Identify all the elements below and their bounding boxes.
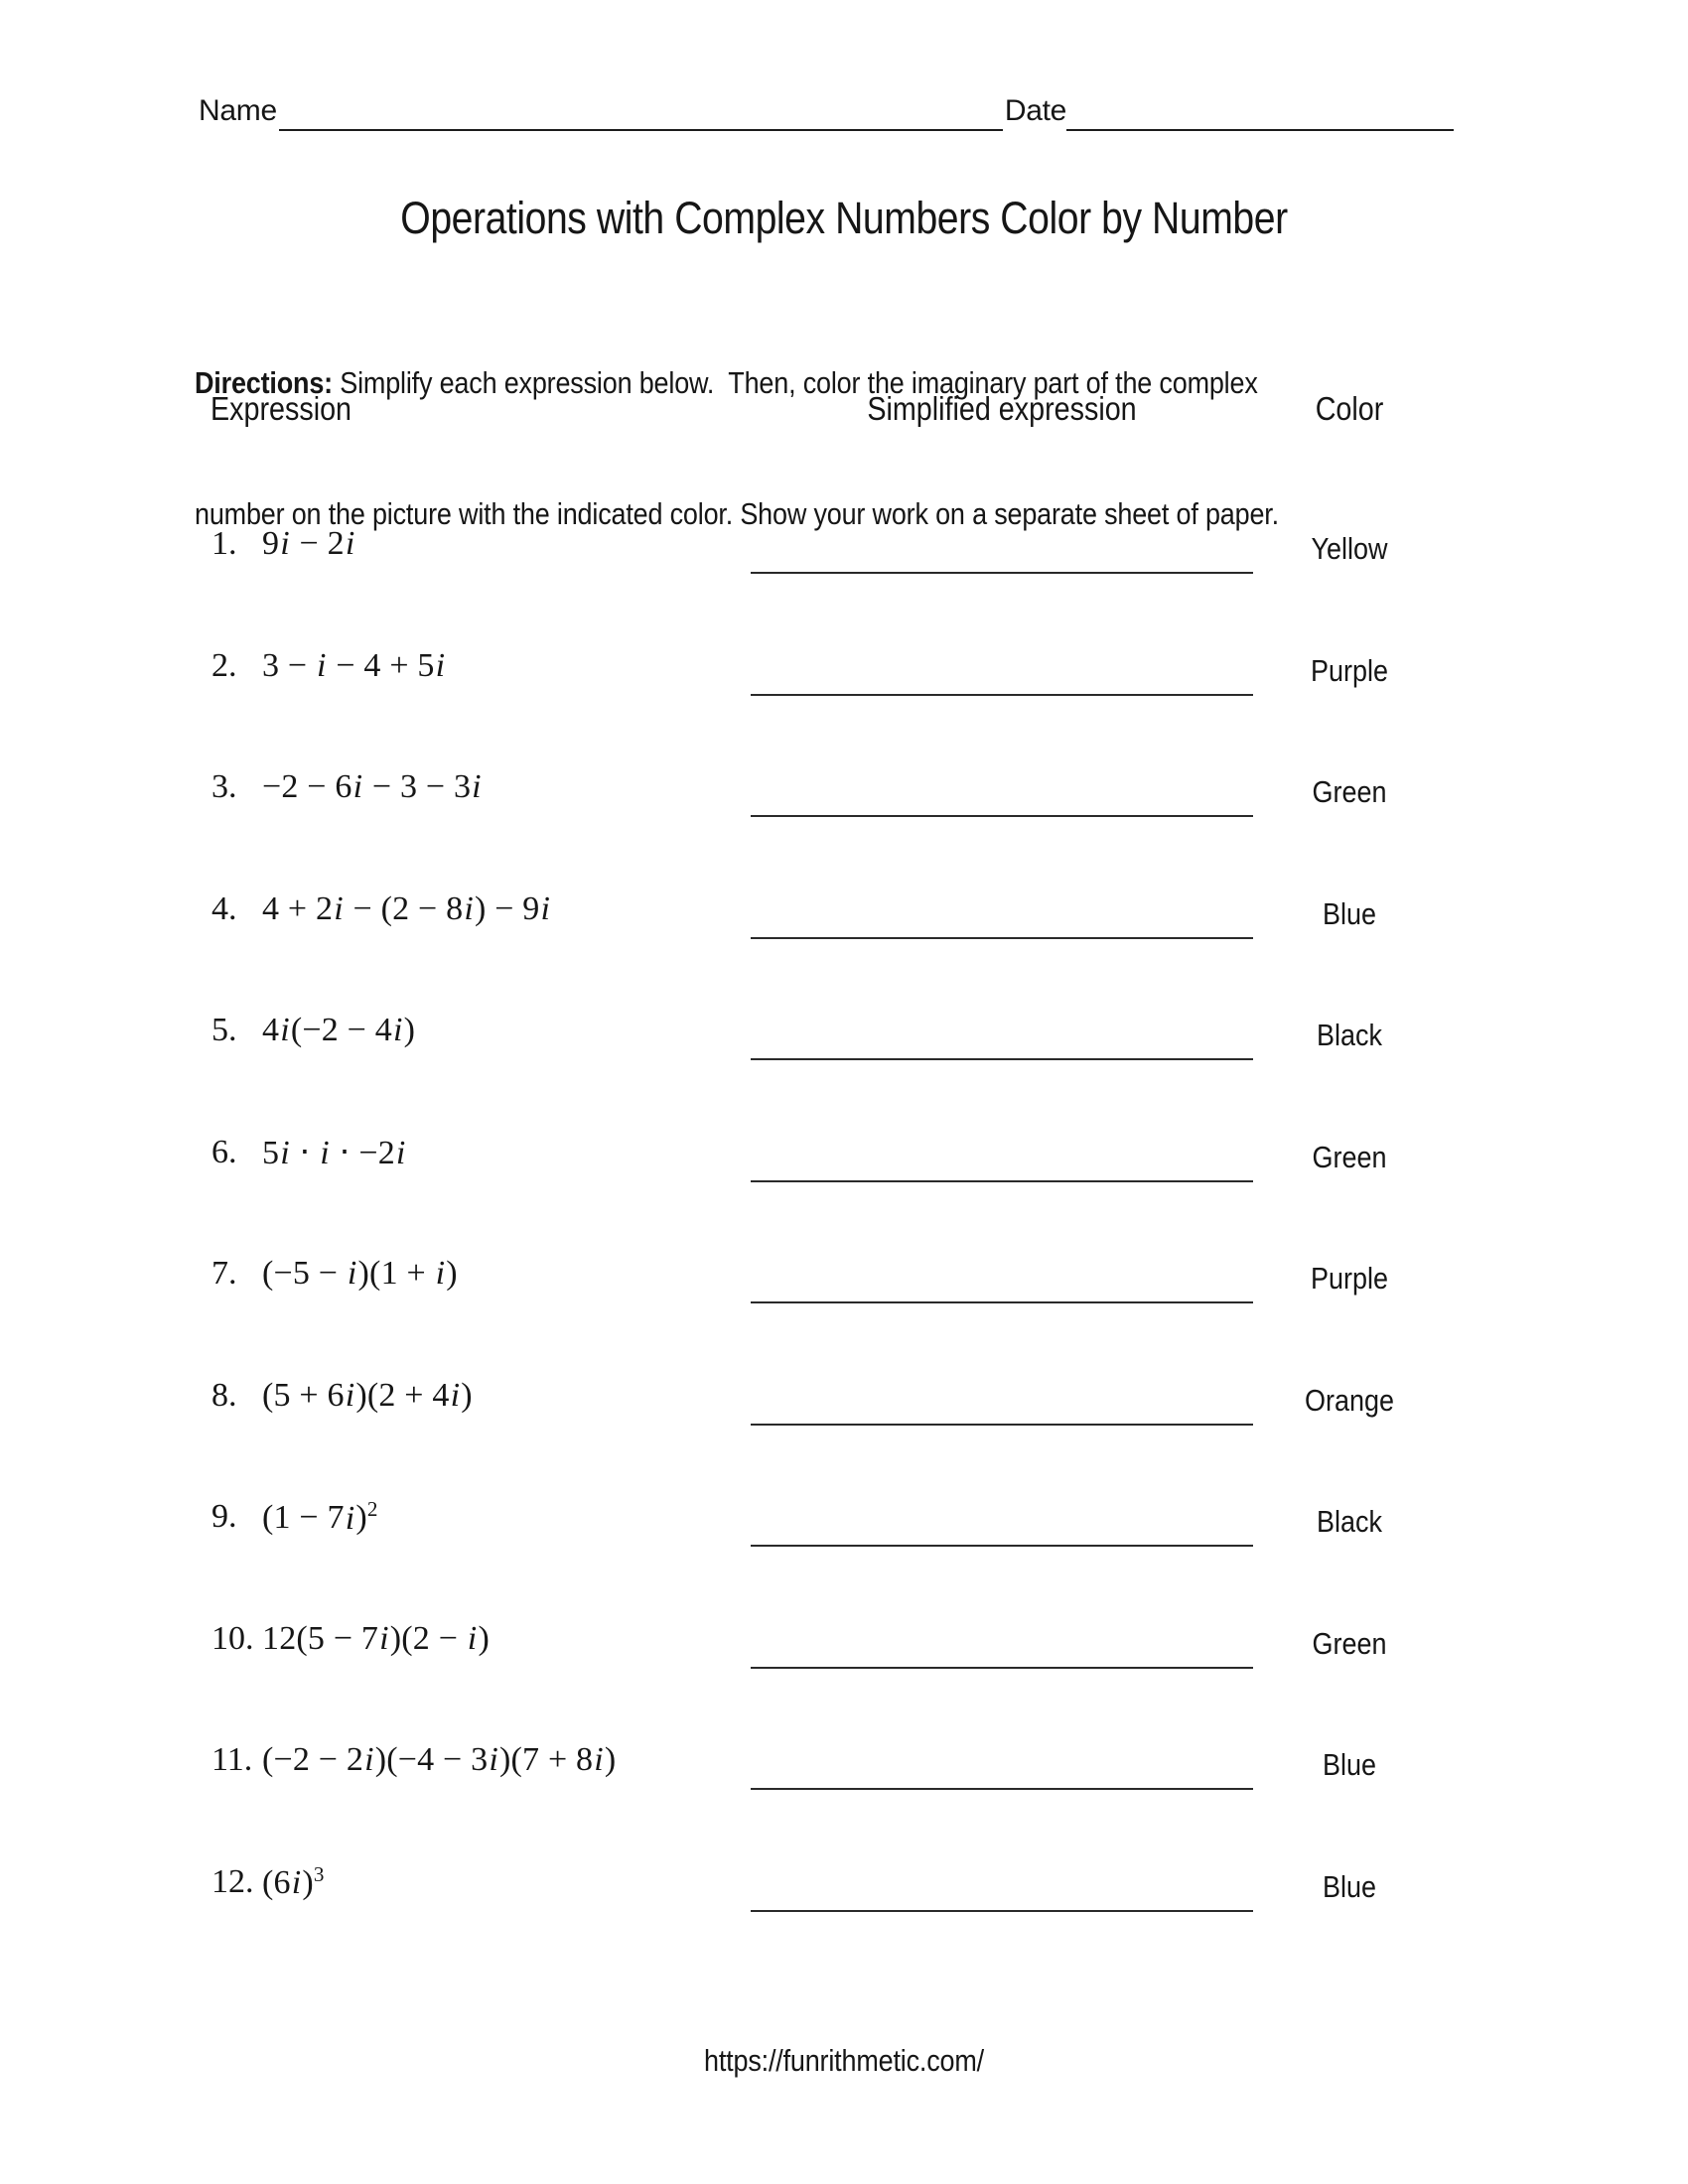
problem-expression: $(6i)^3$ <box>262 1861 325 1901</box>
column-header-expression: Expression <box>211 390 352 427</box>
color-label: Black <box>1317 1018 1382 1053</box>
color-label: Green <box>1312 1139 1387 1174</box>
problem-row <box>0 1456 1688 1578</box>
problem-number: 7. <box>211 1255 237 1293</box>
date-label: Date <box>1004 94 1066 127</box>
color-label: Green <box>1312 1625 1387 1661</box>
answer-blank[interactable] <box>751 1424 1253 1426</box>
color-label: Yellow <box>1311 531 1388 567</box>
problem-row <box>0 606 1688 728</box>
problem-expression: 4 + 2i − (2 − 8i) − 9i <box>262 889 551 927</box>
problem-number: 3. <box>211 768 237 806</box>
problem-row <box>0 727 1688 849</box>
problem-number: 2. <box>211 646 237 684</box>
problem-row <box>0 483 1688 606</box>
problem-row <box>0 1578 1688 1701</box>
column-header-color: Color <box>1315 390 1384 427</box>
problem-expression: 12(5 − 7i)(2 − i) <box>262 1619 490 1657</box>
problem-number: 4. <box>211 889 237 927</box>
color-label: Orange <box>1305 1382 1394 1418</box>
answer-blank[interactable] <box>751 1180 1253 1182</box>
problem-row <box>0 1213 1688 1335</box>
problem-row <box>0 1335 1688 1457</box>
problem-expression: (5 + 6i)(2 + 4i) <box>262 1376 473 1414</box>
answer-blank[interactable] <box>751 1058 1253 1060</box>
color-label: Blue <box>1323 1868 1376 1904</box>
footer-url[interactable]: https://funrithmetic.com/ <box>704 2043 984 2078</box>
problem-row <box>0 1092 1688 1214</box>
answer-blank[interactable] <box>751 1667 1253 1669</box>
problems-list <box>0 483 1688 1943</box>
column-header-simplified: Simplified expression <box>867 390 1137 427</box>
directions-label: Directions: <box>195 365 333 400</box>
answer-blank[interactable] <box>751 572 1253 574</box>
color-label: Blue <box>1323 1747 1376 1783</box>
answer-blank[interactable] <box>751 1788 1253 1790</box>
problem-number: 6. <box>211 1133 237 1170</box>
problem-number: 9. <box>211 1498 237 1536</box>
problem-expression: −2 − 6i − 3 − 3i <box>262 768 482 806</box>
answer-blank[interactable] <box>751 815 1253 817</box>
problem-number: 8. <box>211 1376 237 1414</box>
color-label: Green <box>1312 774 1387 810</box>
problem-expression: 9i − 2i <box>262 525 355 563</box>
problem-row <box>0 1700 1688 1822</box>
directions-text-1: Simplify each expression below. Then, color the imaginary part of the complex <box>332 365 1258 400</box>
problem-row <box>0 970 1688 1092</box>
name-blank-line[interactable] <box>279 85 1003 131</box>
problem-expression: (−2 − 2i)(−4 − 3i)(7 + 8i) <box>262 1741 617 1779</box>
answer-blank[interactable] <box>751 1910 1253 1912</box>
answer-blank[interactable] <box>751 937 1253 939</box>
problem-number: 10. <box>211 1619 254 1657</box>
name-label: Name <box>199 94 277 127</box>
problem-number: 5. <box>211 1012 237 1049</box>
date-blank-line[interactable] <box>1066 85 1454 131</box>
color-label: Black <box>1317 1504 1382 1540</box>
directions-line-2: number on the picture with the indicated color. Show your work on a separate sheet of paper. <box>195 496 1279 531</box>
answer-blank[interactable] <box>751 1545 1253 1547</box>
problem-expression: 3 − i − 4 + 5i <box>262 646 446 684</box>
problem-number: 11. <box>211 1741 253 1779</box>
problem-row <box>0 849 1688 971</box>
color-label: Blue <box>1323 895 1376 931</box>
problem-expression: (−5 − i)(1 + i) <box>262 1255 458 1293</box>
problem-expression: 4i(−2 − 4i) <box>262 1012 416 1049</box>
color-label: Purple <box>1311 1261 1388 1297</box>
problem-expression: $(1 - 7i)^2$ <box>262 1497 378 1537</box>
color-label: Purple <box>1311 652 1388 688</box>
answer-blank[interactable] <box>751 694 1253 696</box>
problem-number: 12. <box>211 1862 254 1900</box>
problem-expression: 5i ⋅ i ⋅ −2i <box>262 1134 406 1171</box>
problem-number: 1. <box>211 525 237 563</box>
page-title: Operations with Complex Numbers Color by Number <box>400 193 1288 243</box>
name-date-row <box>199 87 1454 131</box>
problem-row <box>0 1822 1688 1944</box>
answer-blank[interactable] <box>751 1301 1253 1303</box>
